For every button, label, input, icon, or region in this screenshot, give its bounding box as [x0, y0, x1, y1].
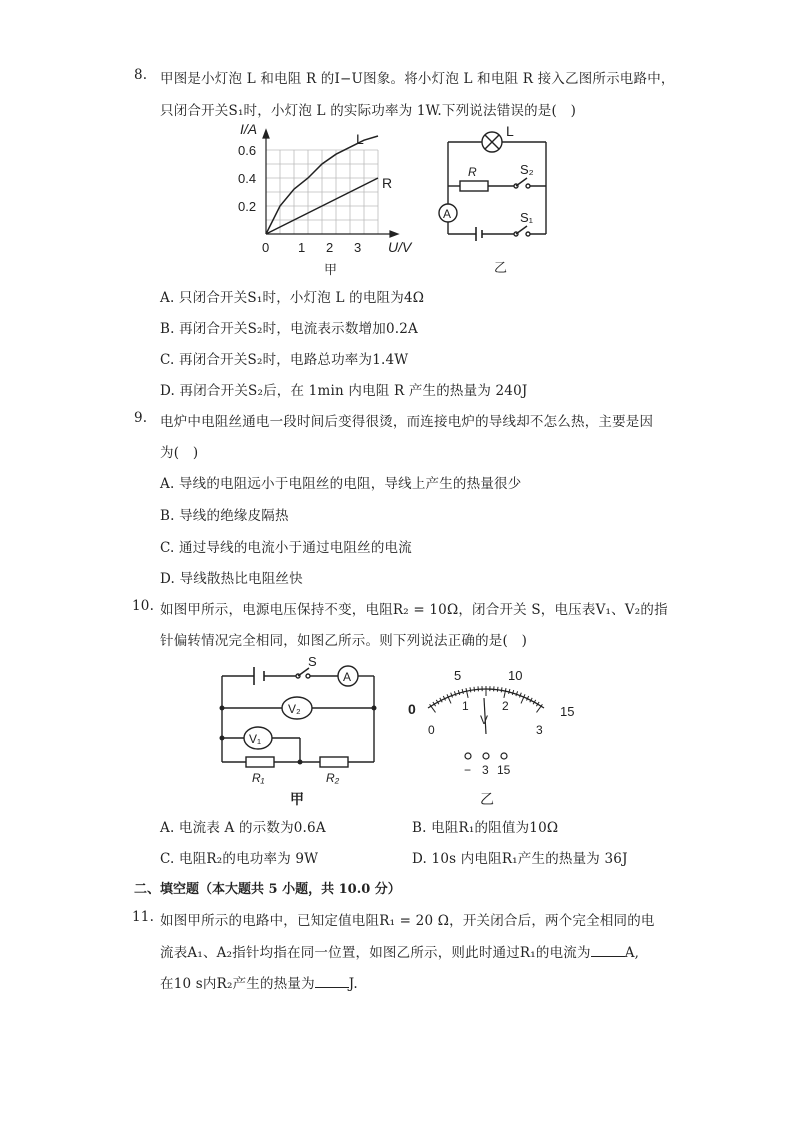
q9-option-a[interactable]: A. 导线的电阻远小于电阻丝的电阻，导线上产生的热量很少 [160, 476, 522, 492]
voltmeter-v1-icon [244, 727, 272, 749]
switch-icon [514, 226, 530, 236]
q10-option-b[interactable]: B. 电阻R₁的阻值为10Ω [412, 820, 559, 836]
dial-tick [501, 687, 502, 692]
upper-scale-label: 0 [408, 701, 416, 717]
junction-dot [220, 736, 225, 741]
switch-icon [296, 668, 310, 678]
switch2-label: S₂ [520, 162, 534, 177]
r1-label: R₁ [252, 771, 265, 785]
figure-caption: 乙 [480, 791, 494, 807]
junction-dot [298, 760, 303, 765]
y-tick-label: 0.4 [238, 171, 257, 186]
lower-scale-label: 3 [536, 723, 543, 737]
q10-circuit [212, 652, 384, 810]
dial-tick [497, 687, 498, 692]
answer-blank[interactable] [315, 975, 349, 988]
dial-tick [458, 690, 459, 695]
lower-scale-label: 0 [428, 723, 435, 737]
upper-scale-label: 10 [508, 668, 523, 683]
q8-option-a[interactable]: A. 只闭合开关S₁时，小灯泡 L 的电阻为4Ω [160, 290, 425, 306]
q8-stem-line2: 只闭合开关S₁时，小灯泡 L 的实际功率为 1W.下列说法错误的是( ) [160, 103, 577, 119]
q8-circuit [430, 122, 560, 277]
upper-scale-label: 5 [454, 668, 462, 683]
q9-number: 9. [134, 410, 148, 426]
terminal-label: 15 [497, 763, 511, 777]
dial-tick [474, 687, 475, 692]
dial-tick [466, 688, 468, 698]
ammeter-icon [439, 204, 457, 222]
voltmeter-v2-icon [282, 697, 312, 719]
ammeter-icon [338, 666, 358, 686]
q8-option-d[interactable]: D. 再闭合开关S₂后，在 1min 内电阻 R 产生的热量为 240J [160, 383, 528, 399]
terminal-label: − [464, 763, 472, 777]
section-heading: 二、填空题（本大题共 5 小题，共 10.0 分） [134, 882, 401, 897]
lamp-label: L [506, 123, 514, 139]
v1-label: V₁ [249, 732, 262, 746]
q9-stem-line1: 电炉中电阻丝通电一段时间后变得很烫，而连接电炉的导线却不怎么热，主要是因 [160, 414, 654, 430]
q10-option-c[interactable]: C. 电阻R₂的电功率为 9W [160, 851, 319, 867]
q8-option-b[interactable]: B. 再闭合开关S₂时，电流表示数增加0.2A [160, 321, 418, 337]
x-axis-label: U/V [388, 239, 412, 255]
unit-label: V [480, 713, 489, 727]
q11-number: 11. [132, 909, 155, 925]
dial-tick [470, 687, 471, 692]
q10-stem-line1: 如图甲所示，电源电压保持不变，电阻R₂ = 10Ω，闭合开关 S，电压表V₁、V₂的指 [160, 602, 668, 618]
junction-dot [372, 706, 377, 711]
y-axis-label: I/A [240, 121, 258, 137]
q10-voltmeter-dial [402, 662, 586, 812]
q10-option-d[interactable]: D. 10s 内电阻R₁产生的热量为 36J [412, 851, 628, 867]
ammeter-label: A [343, 670, 352, 684]
q11-stem-line3 [160, 972, 358, 992]
y-tick-label: 0.2 [238, 199, 257, 214]
switch-label: S [308, 654, 317, 669]
q9-option-c[interactable]: C. 通过导线的电流小于通过电阻丝的电流 [160, 540, 412, 556]
upper-scale-label: 15 [560, 704, 575, 719]
q10-stem-line2: 针偏转情况完全相同，如图乙所示。则下列说法正确的是( ) [160, 633, 528, 649]
q9-option-b[interactable]: B. 导线的绝缘皮隔热 [160, 508, 289, 524]
curve-r-label: R [382, 175, 393, 191]
terminal-label: 3 [482, 763, 489, 777]
figure-caption: 乙 [494, 260, 508, 275]
resistor-r2-icon [320, 757, 348, 767]
dial-tick [512, 690, 513, 695]
resistor-r1-icon [246, 757, 274, 767]
resistor-icon [460, 181, 488, 191]
q9-option-d[interactable]: D. 导线散热比电阻丝快 [160, 571, 303, 587]
lamp-icon [482, 132, 502, 152]
q11-line3-unit: J. [348, 976, 358, 992]
q8-option-c[interactable]: C. 再闭合开关S₂时，电路总功率为1.4W [160, 352, 409, 368]
figure-caption: 甲 [324, 262, 338, 277]
switch1-label: S₁ [520, 210, 534, 225]
q11-line3-text: 在10 s内R₂产生的热量为 [160, 976, 315, 992]
battery-icon [476, 227, 482, 241]
q11-stem-line2 [160, 941, 639, 961]
q8-stem-line1: 甲图是小灯泡 L 和电阻 R 的I−U图象。将小灯泡 L 和电阻 R 接入乙图所示电路中， [160, 71, 675, 87]
junction-dot [220, 706, 225, 711]
q8-number: 8. [134, 67, 148, 83]
x-tick-label: 2 [326, 240, 334, 255]
q9-stem-line2: 为( ) [160, 445, 199, 461]
r2-label: R₂ [326, 771, 340, 785]
v2-label: V₂ [288, 702, 301, 716]
q10-option-a[interactable]: A. 电流表 A 的示数为0.6A [160, 820, 326, 836]
q10-number: 10. [132, 598, 155, 614]
grid [266, 150, 378, 234]
dial-ticks [430, 686, 543, 712]
x-tick-label: 3 [354, 240, 362, 255]
dial-tick [509, 689, 510, 694]
switch-icon [514, 178, 530, 188]
dial-tick [504, 688, 506, 698]
dial-tick [462, 689, 463, 694]
answer-blank[interactable] [591, 944, 625, 957]
lower-scale-label: 1 [462, 699, 469, 713]
y-tick-label: 0.6 [238, 143, 257, 158]
lower-scale-label: 2 [502, 699, 509, 713]
battery-icon [254, 667, 264, 685]
resistor-label: R [468, 165, 477, 179]
curve-l-label: L [356, 131, 364, 147]
figure-caption: 甲 [290, 791, 304, 807]
x-tick-label: 0 [262, 240, 270, 255]
terminal-icon [465, 753, 507, 759]
q11-stem-line1: 如图甲所示的电路中，已知定值电阻R₁ = 20 Ω，开关闭合后，两个完全相同的电 [160, 913, 655, 929]
q8-iu-graph [236, 118, 426, 278]
ammeter-label: A [443, 207, 452, 221]
q11-line2-text: 流表A₁、A₂指针均指在同一位置，如图乙所示，则此时通过R₁的电流为 [160, 945, 591, 961]
q11-line2-unit: A, [624, 945, 640, 961]
x-tick-label: 1 [298, 240, 306, 255]
